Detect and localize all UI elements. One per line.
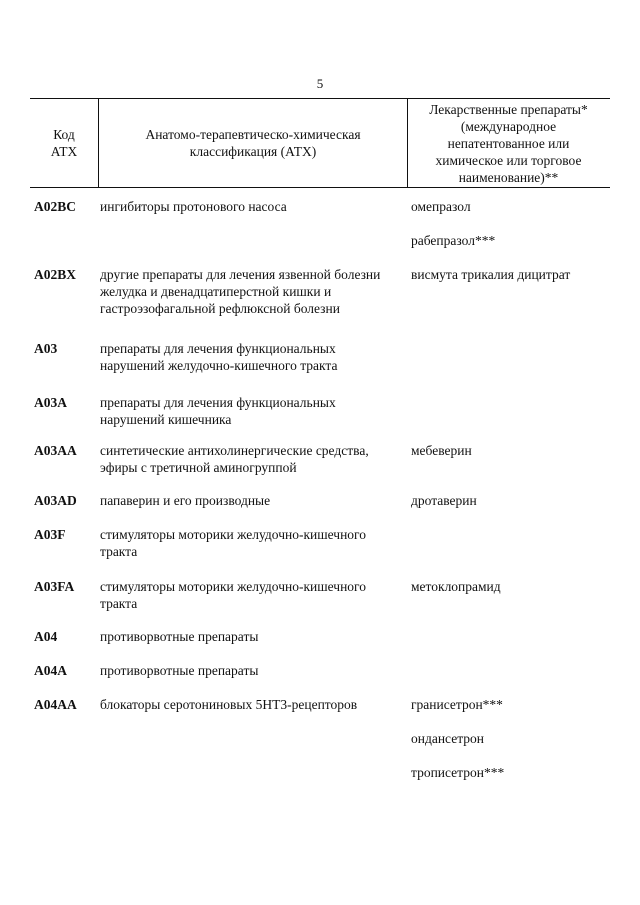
drug-name: ондансетрон: [411, 731, 484, 746]
classification-description: противорвотные препараты: [100, 629, 259, 644]
atc-code: A04A: [34, 663, 67, 678]
drug-name: омепразол: [411, 199, 471, 214]
atc-code: A04AA: [34, 697, 77, 712]
atc-code: A04: [34, 629, 58, 644]
atc-code: A03AA: [34, 443, 77, 458]
drug-name: гранисетрон***: [411, 697, 503, 712]
drug-list: [411, 696, 611, 798]
table-header: [30, 98, 610, 188]
classification-description: блокаторы серотониновых 5НТ3-рецепторов: [100, 697, 358, 712]
atc-code: A03F: [34, 527, 66, 542]
header-code: Код АТХ: [50, 127, 78, 159]
drug-name: метоклопрамид: [411, 579, 501, 594]
drug-name: трописетрон***: [411, 765, 505, 780]
classification-description: синтетические антихолинергические средства, эфиры с третичной аминогруппой: [100, 443, 369, 475]
drug-list: [411, 266, 611, 300]
drug-name: висмута трикалия дицитрат: [411, 267, 571, 282]
page-number: 5: [316, 76, 324, 91]
classification-description: препараты для лечения функциональных нарушений желудочно-кишечного тракта: [100, 341, 338, 373]
classification-description: папаверин и его производные: [100, 493, 271, 508]
header-drugs-cell: [407, 99, 610, 187]
header-code-cell: [30, 99, 98, 187]
classification-description: стимуляторы моторики желудочно-кишечного тракта: [100, 527, 367, 559]
classification-description: препараты для лечения функциональных нарушений кишечника: [100, 395, 336, 427]
header-drugs: Лекарственные препараты* (международное непатентованное или химическое или торговое наименование)**: [429, 101, 588, 185]
atc-code: A03: [34, 341, 58, 356]
header-classification-cell: [98, 99, 408, 187]
classification-description: ингибиторы протонового насоса: [100, 199, 287, 214]
atc-code: A02BC: [34, 199, 77, 214]
atc-code: A03FA: [34, 579, 75, 594]
classification-description: стимуляторы моторики желудочно-кишечного тракта: [100, 579, 367, 611]
classification-description: другие препараты для лечения язвенной болезни желудка и двенадцатиперстной кишки и гастроэзофагальной рефлюксной болезни: [100, 267, 381, 316]
drug-list: [411, 442, 611, 476]
drug-list: [411, 492, 611, 526]
drug-name: дротаверин: [411, 493, 477, 508]
drug-name: мебеверин: [411, 443, 472, 458]
drug-name: рабепразол***: [411, 233, 496, 248]
atc-code: A03A: [34, 395, 67, 410]
classification-description: противорвотные препараты: [100, 663, 259, 678]
drug-list: [411, 578, 611, 612]
atc-code: A02BX: [34, 267, 77, 282]
header-classification: Анатомо-терапевтическо-химическая классификация (АТХ): [145, 127, 361, 159]
atc-code: A03AD: [34, 493, 77, 508]
drug-list: [411, 198, 611, 266]
